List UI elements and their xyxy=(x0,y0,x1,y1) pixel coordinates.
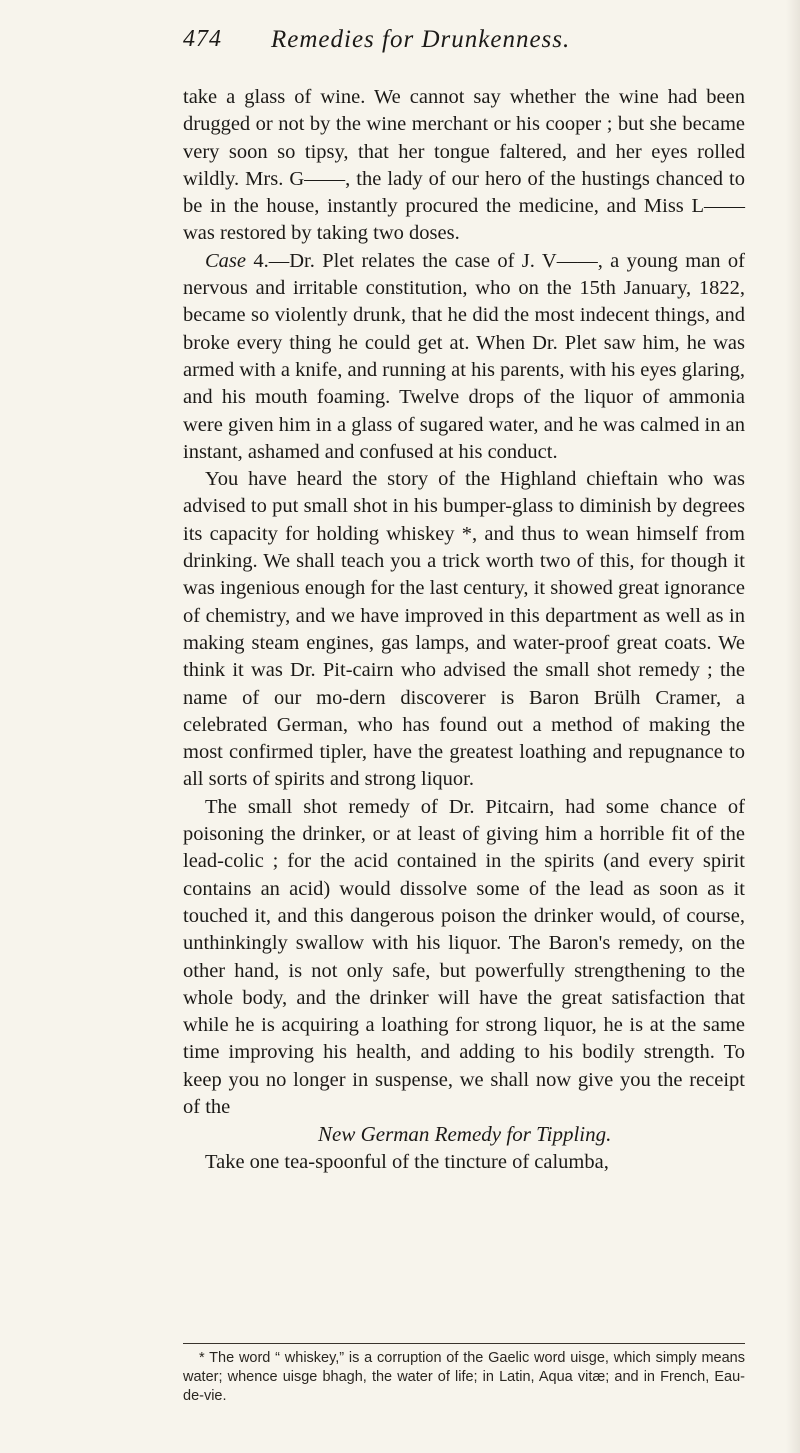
receipt-title: New German Remedy for Tippling. xyxy=(318,1122,612,1147)
paragraph-highland-chieftain: You have heard the story of the Highland chieftain who was advised to put small shot in his bumper-glass to diminish by degrees its capacity for holding whiskey *, and thus to wean himself from drinking. We shall teach you a trick worth two of this, for though it was ingenious enough for the last century, it showed great ignorance of chemistry, and we have improved in this department as well as in making steam engines, gas lamps, and water-proof great coats. We think it was Dr. Pit-cairn who advised the small shot remedy ; the name of our mo-dern discoverer is Baron Brülh Cramer, a celebrated German, who has found out a method of making the most confirmed tipler, have the greatest loathing and repugnance to all sorts of spirits and strong liquor. xyxy=(183,468,745,791)
receipt-first-line: Take one tea-spoonful of the tincture of calumba, xyxy=(205,1150,609,1173)
page-number: 474 xyxy=(183,26,222,52)
paragraph-continued: take a glass of wine. We cannot say whether the wine had been drugged or not by the wine merchant or his cooper ; but she became very soon so tipsy, that her tongue faltered, and her eyes rolled wildly. Mrs. G——, the lady of our hero of the hustings chanced to be in the house, instantly procured the medicine, and Miss L—— was restored by taking two doses. xyxy=(183,86,745,245)
paragraph-small-shot-remedy: The small shot remedy of Dr. Pitcairn, had some chance of poisoning the drinker, or at least of giving him a horrible fit of the lead-colic ; for the acid contained in the spirits (and every spirit contains an acid) would dissolve some of the lead as soon as it touched it, and this dangerous poison the drinker would, of course, unthinkingly swallow with his liquor. The Baron's remedy, on the other hand, is not only safe, but powerfully strengthening to the whole body, and the drinker will have the great satisfaction that while he is acquiring a loathing for strong liquor, he is at the same time improving his health, and adding to his bodily strength. To keep you no longer in suspense, we shall now give you the receipt of the xyxy=(183,795,745,1118)
body-text xyxy=(183,84,745,1176)
case-4-text: 4.—Dr. Plet relates the case of J. V——, a young man of nervous and irritable constitution, who on the 15th January, 1822, became so violently drunk, that he did the most indecent things, and broke every thing he could get at. When Dr. Plet saw him, he was armed with a knife, and running at his parents, with his eyes glaring, and his mouth foaming. Twelve drops of the liquor of ammonia were given him in a glass of sugared water, and he was calmed in an instant, ashamed and confused at his conduct. xyxy=(183,249,745,463)
running-title: Remedies for Drunkenness. xyxy=(271,26,571,53)
paragraph-case-4 xyxy=(183,248,745,466)
page-edge-shadow xyxy=(786,0,800,1453)
footnote-text: * The word “ whiskey,” is a corruption of the Gaelic word uisge, which simply means water; whence uisge bhagh, the water of life; in Latin, Aqua vitæ; and in French, Eau-de-vie. xyxy=(183,1350,745,1404)
footnote-divider xyxy=(183,1343,745,1344)
footnote xyxy=(183,1349,745,1406)
running-header xyxy=(183,26,743,66)
case-label: Case xyxy=(205,249,246,272)
